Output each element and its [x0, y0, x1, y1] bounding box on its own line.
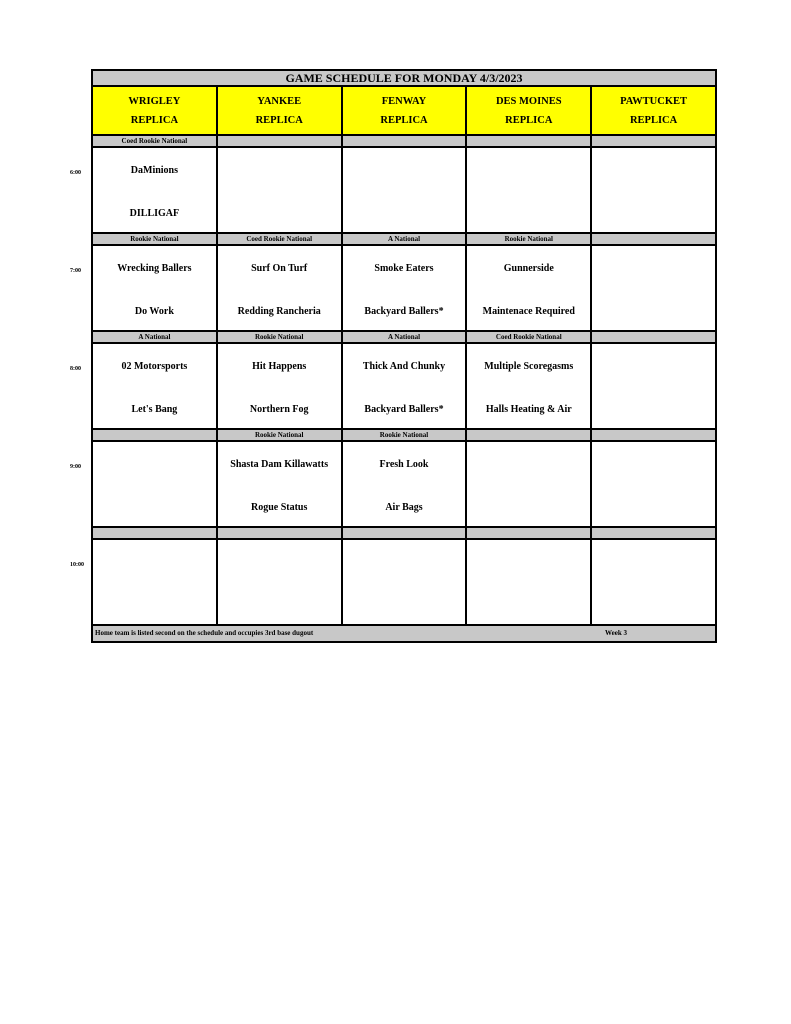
game-cell	[592, 344, 715, 428]
away-team: DaMinions	[130, 165, 179, 176]
division-label	[592, 332, 715, 342]
division-label: A National	[343, 234, 468, 244]
time-label: 6:00	[70, 170, 81, 176]
field-sub: REPLICA	[380, 115, 428, 126]
time-slot	[70, 430, 717, 528]
away-team: Shasta Dam Killawatts	[230, 459, 329, 470]
games-row	[91, 344, 717, 430]
field-header-fenway	[343, 87, 468, 134]
division-label: Rookie National	[467, 234, 592, 244]
games-row	[91, 540, 717, 626]
home-team: Rogue Status	[250, 502, 308, 513]
away-team: Gunnerside	[503, 263, 554, 274]
schedule-title: GAME SCHEDULE FOR MONDAY 4/3/2023	[91, 69, 717, 87]
time-label: 10:00	[70, 562, 84, 568]
away-team: 02 Motorsports	[121, 361, 188, 372]
footer-note: Home team is listed second on the schedule and occupies 3rd base dugout	[95, 629, 314, 637]
field-header-yankee	[218, 87, 343, 134]
away-team: Multiple Scoregasms	[484, 361, 574, 372]
division-label	[592, 234, 715, 244]
home-team: Halls Heating & Air	[485, 404, 572, 415]
field-header-wrigley	[93, 87, 218, 134]
home-team: Backyard Ballers*	[364, 306, 444, 317]
time-slot	[70, 332, 717, 430]
division-label	[467, 430, 592, 440]
games-row	[91, 246, 717, 332]
division-label	[467, 528, 592, 538]
game-cell	[218, 540, 343, 624]
field-sub: REPLICA	[130, 115, 179, 126]
time-label: 7:00	[70, 268, 81, 274]
division-label	[592, 136, 715, 146]
away-team: Wrecking Ballers	[117, 263, 192, 274]
time-slot	[70, 234, 717, 332]
time-slots	[70, 136, 717, 626]
game-cell	[467, 442, 592, 526]
field-name: PAWTUCKET	[620, 96, 688, 107]
game-cell	[93, 246, 218, 330]
division-label: Rookie National	[218, 430, 343, 440]
division-label	[592, 430, 715, 440]
game-cell	[218, 246, 343, 330]
game-cell	[467, 148, 592, 232]
field-name: FENWAY	[381, 96, 427, 107]
game-cell	[592, 442, 715, 526]
home-team: DILLIGAF	[129, 208, 180, 219]
home-team: Redding Rancheria	[237, 306, 321, 317]
time-label: 9:00	[70, 464, 81, 470]
division-label: Rookie National	[343, 430, 468, 440]
away-team: Hit Happens	[252, 361, 307, 372]
game-cell	[467, 246, 592, 330]
game-cell	[93, 540, 218, 624]
division-label: Rookie National	[218, 332, 343, 342]
field-header-pawtucket	[592, 87, 715, 134]
field-sub: REPLICA	[629, 115, 678, 126]
game-cell	[93, 148, 218, 232]
home-team: Backyard Ballers*	[364, 404, 444, 415]
schedule-footer	[91, 626, 717, 643]
game-cell	[592, 540, 715, 624]
division-label	[218, 528, 343, 538]
game-cell	[592, 246, 715, 330]
game-cell	[467, 540, 592, 624]
field-name: WRIGLEY	[128, 96, 181, 107]
division-label	[343, 136, 468, 146]
schedule-sheet	[70, 69, 717, 643]
home-team: Let's Bang	[131, 404, 178, 415]
away-team: Smoke Eaters	[374, 263, 434, 274]
game-cell	[218, 344, 343, 428]
field-sub: REPLICA	[255, 115, 303, 126]
field-sub: REPLICA	[505, 115, 553, 126]
time-label: 8:00	[70, 366, 81, 372]
game-cell	[218, 442, 343, 526]
games-row	[91, 148, 717, 234]
division-row	[91, 430, 717, 442]
away-team: Thick And Chunky	[362, 361, 446, 372]
division-row	[91, 528, 717, 540]
field-name: YANKEE	[257, 96, 302, 107]
field-header-row	[91, 87, 717, 136]
away-team: Fresh Look	[379, 459, 429, 470]
game-cell	[218, 148, 343, 232]
division-label: Coed Rookie National	[93, 136, 218, 146]
game-cell	[93, 442, 218, 526]
game-cell	[343, 148, 468, 232]
home-team: Northern Fog	[249, 404, 309, 415]
division-label: A National	[93, 332, 218, 342]
home-team: Air Bags	[385, 502, 423, 513]
division-label	[93, 430, 218, 440]
game-cell	[93, 344, 218, 428]
game-cell	[592, 148, 715, 232]
away-team: Surf On Turf	[251, 263, 308, 274]
game-cell	[343, 442, 468, 526]
division-label: Rookie National	[93, 234, 218, 244]
field-name: DES MOINES	[495, 96, 562, 107]
game-cell	[343, 246, 468, 330]
division-label	[592, 528, 715, 538]
field-header-des-moines	[467, 87, 592, 134]
time-slot	[70, 136, 717, 234]
division-label: A National	[343, 332, 468, 342]
division-row	[91, 234, 717, 246]
division-label	[93, 528, 218, 538]
home-team: Do Work	[134, 306, 174, 317]
game-cell	[467, 344, 592, 428]
division-label: Coed Rookie National	[467, 332, 592, 342]
game-cell	[343, 344, 468, 428]
footer-week: Week 3	[605, 629, 627, 637]
division-label	[467, 136, 592, 146]
division-row	[91, 136, 717, 148]
home-team: Maintenace Required	[482, 306, 575, 317]
division-label: Coed Rookie National	[218, 234, 343, 244]
games-row	[91, 442, 717, 528]
division-row	[91, 332, 717, 344]
division-label	[343, 528, 468, 538]
division-label	[218, 136, 343, 146]
time-slot	[70, 528, 717, 626]
game-cell	[343, 540, 468, 624]
